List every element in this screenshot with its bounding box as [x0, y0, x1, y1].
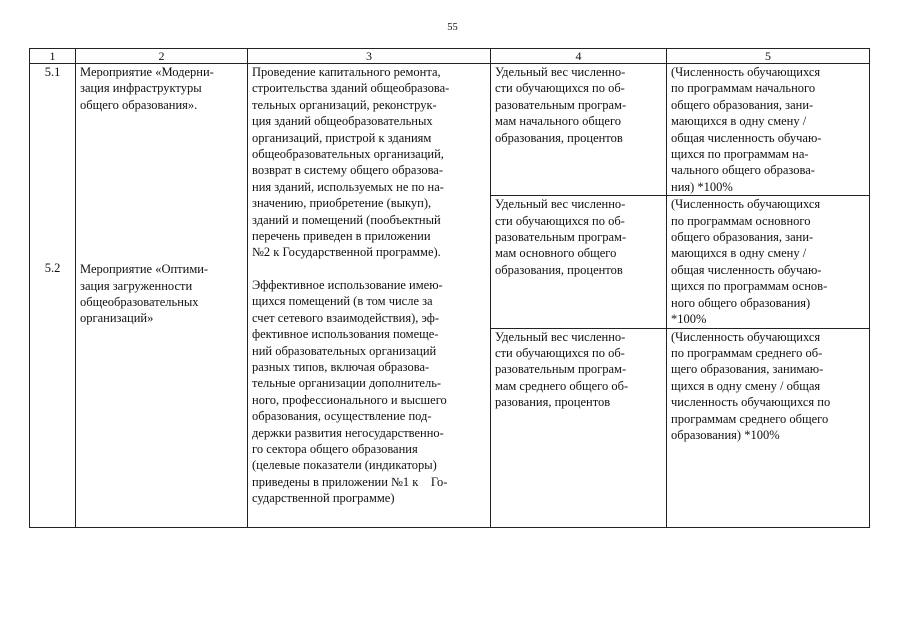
row-number-5-1: 5.1: [44, 65, 61, 79]
description-5-2: Эффективное использование имею- щихся помещений (в том числе за счет сетевого взаимодействия), эф- фективное использования помеще- ний образовательных организаций разных типов, включая образова- тельные организации дополнитель- ного, профессионального и высшего образования, осуществление под- держки развития негосударственно- го сектора общего образования (целевые показатели (индикаторы) приведены в приложении №1 к Го- сударственной программе): [252, 277, 448, 506]
measure-5-1: Мероприятие «Модерни- зация инфраструктуры общего образования».: [80, 65, 214, 112]
indicator-name: Удельный вес численно- сти обучающихся по об- разовательным програм- мам основного общего образования, процентов: [495, 197, 627, 277]
header-cell: 5: [667, 49, 870, 64]
indicator-name-cell: [491, 328, 667, 527]
header-cell: 1: [30, 49, 76, 64]
indicator-formula: (Численность обучающихся по программам среднего об- щего образования, занимаю- щихся в одну смену / общая численность обучающихся по программам среднего общего образования) *100%: [671, 329, 831, 442]
row-number-5-2: 5.2: [44, 261, 61, 276]
header-cell: 4: [491, 49, 667, 64]
indicator-name: Удельный вес численно- сти обучающихся по об- разовательным програм- мам начального общего образования, процентов: [495, 65, 627, 145]
measure-cell: [76, 64, 248, 528]
table-row: [30, 64, 870, 196]
indicator-name-cell: [491, 196, 667, 328]
indicator-formula-cell: [667, 328, 870, 527]
indicator-formula-cell: [667, 64, 870, 196]
row-number-cell: [30, 64, 76, 528]
indicator-formula: (Численность обучающихся по программам основного общего образования, зани- мающихся в одну смену / общая численность обучаю- щихся по программам основ- ного общего образования) *100%: [671, 197, 828, 327]
indicator-name: Удельный вес численно- сти обучающихся по об- разовательным програм- мам среднего общего об- разования, процентов: [495, 329, 629, 410]
page-number: 55: [447, 22, 458, 33]
measures-table: [29, 48, 870, 528]
header-cell: 2: [76, 49, 248, 64]
header-row: [30, 49, 870, 64]
description-5-1: Проведение капитального ремонта, строительства зданий общеобразова- тельных организаций, реконструк- ция зданий общеобразовательных организаций, пристрой к зданиям общеобразовательных организаций, возврат в систему общего образова- ния зданий, используемых не по на- значению, приобретение (выкуп), зданий и помещений (пообъектный перечень приведен в приложении №2 к Государственной программе).: [252, 65, 450, 260]
indicator-formula-cell: [667, 196, 870, 328]
measure-5-2: Мероприятие «Оптими- зация загруженности общеобразовательных организаций»: [80, 262, 209, 326]
indicator-name-cell: [491, 64, 667, 196]
header-cell: 3: [248, 49, 491, 64]
description-cell: [248, 64, 491, 528]
indicator-formula: (Численность обучающихся по программам начального общего образования, зани- мающихся в одну смену / общая численность обучаю- щихся по программам на- чального общего образова- ния) *100%: [671, 65, 822, 194]
